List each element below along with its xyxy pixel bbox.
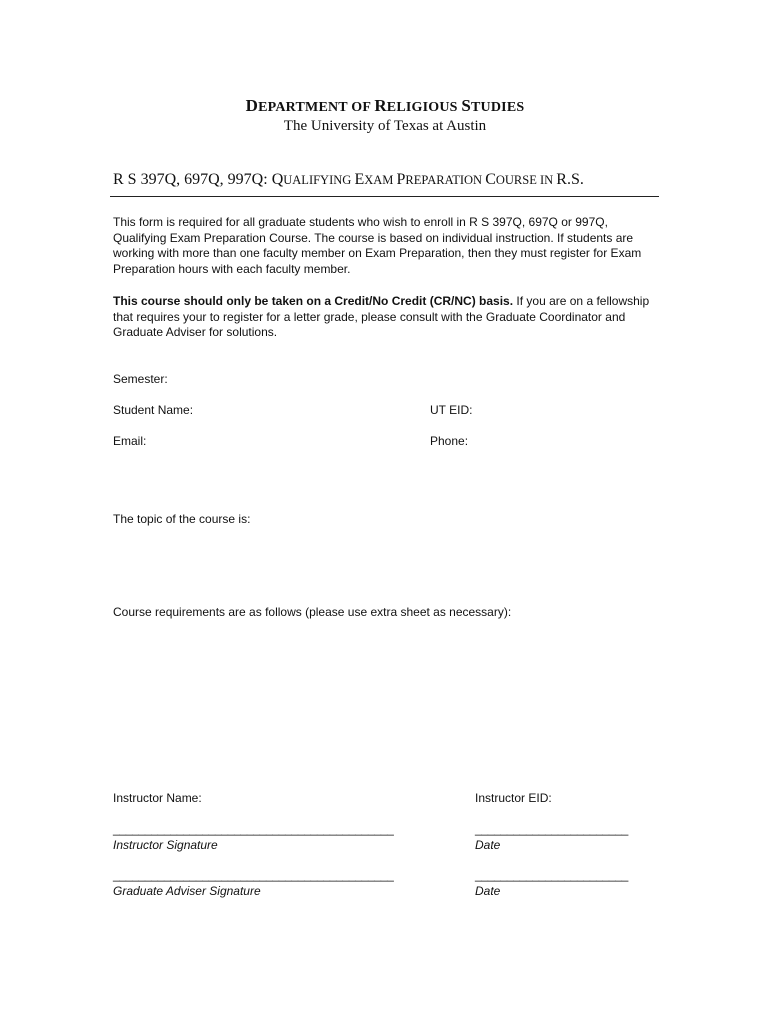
title-text: OURSE IN [495,173,557,187]
adviser-date-caption: Date [475,884,501,898]
heading-letter: R [374,96,387,115]
semester-label: Semester: [113,372,168,386]
credit-paragraph [113,294,663,341]
title-text: UALIFYING [283,173,355,187]
course-title [113,171,584,189]
title-text: REPARATION [405,173,486,187]
instructor-eid-label: Instructor EID: [475,791,552,805]
intro-paragraph: This form is required for all graduate students who wish to enroll in R S 397Q, 697Q or 997Q, Qualifying Exam Preparation Course. The course is based on individual instruction. If students are working with more than one faculty member on Exam Preparation, then they must register for Exam Preparation hours with each faculty member. [113,215,642,276]
title-letter: C [485,171,496,188]
adviser-date-line: ________________________ [475,868,628,882]
topic-label: The topic of the course is: [113,512,251,526]
student-name-label: Student Name: [113,403,194,417]
title-letter: Q [271,171,284,188]
course-number: R S 397Q, 697Q, 997Q: [113,171,272,188]
instructor-signature-caption: Instructor Signature [113,838,218,852]
adviser-signature-caption: Graduate Adviser Signature [113,884,261,898]
instructor-name-label: Instructor Name: [113,791,202,805]
title-letter: P [396,171,406,188]
credit-notice: This course should only be taken on a Credit/No Credit (CR/NC) basis. [113,294,514,308]
requirements-label: Course requirements are as follows (please use extra sheet as necessary): [113,605,512,619]
heading-letter: S [461,96,472,115]
title-text: R.S. [556,171,584,188]
instructor-date-line: ________________________ [475,822,628,836]
email-label: Email: [113,434,147,448]
credit-paragraph-text: If you are on a fellowship that requires your to register for a letter grade, please consult with the Graduate Coordinator and Graduate Adviser for solutions. [113,294,650,340]
adviser-signature-line: ____________________________________________ [113,868,394,882]
title-letter: E [354,171,365,188]
heading-text: EPARTMENT OF [258,100,375,115]
instructor-date-caption: Date [475,838,501,852]
title-divider [110,196,659,197]
title-text: XAM [364,173,397,187]
ut-eid-label: UT EID: [430,403,473,417]
heading-text: TUDIES [471,100,525,115]
instructor-signature-line: ____________________________________________ [113,822,394,836]
heading-letter: D [245,96,259,115]
heading-text: ELIGIOUS [386,100,462,115]
department-heading [0,96,770,116]
phone-label: Phone: [430,434,469,448]
university-name: The University of Texas at Austin [283,118,487,134]
